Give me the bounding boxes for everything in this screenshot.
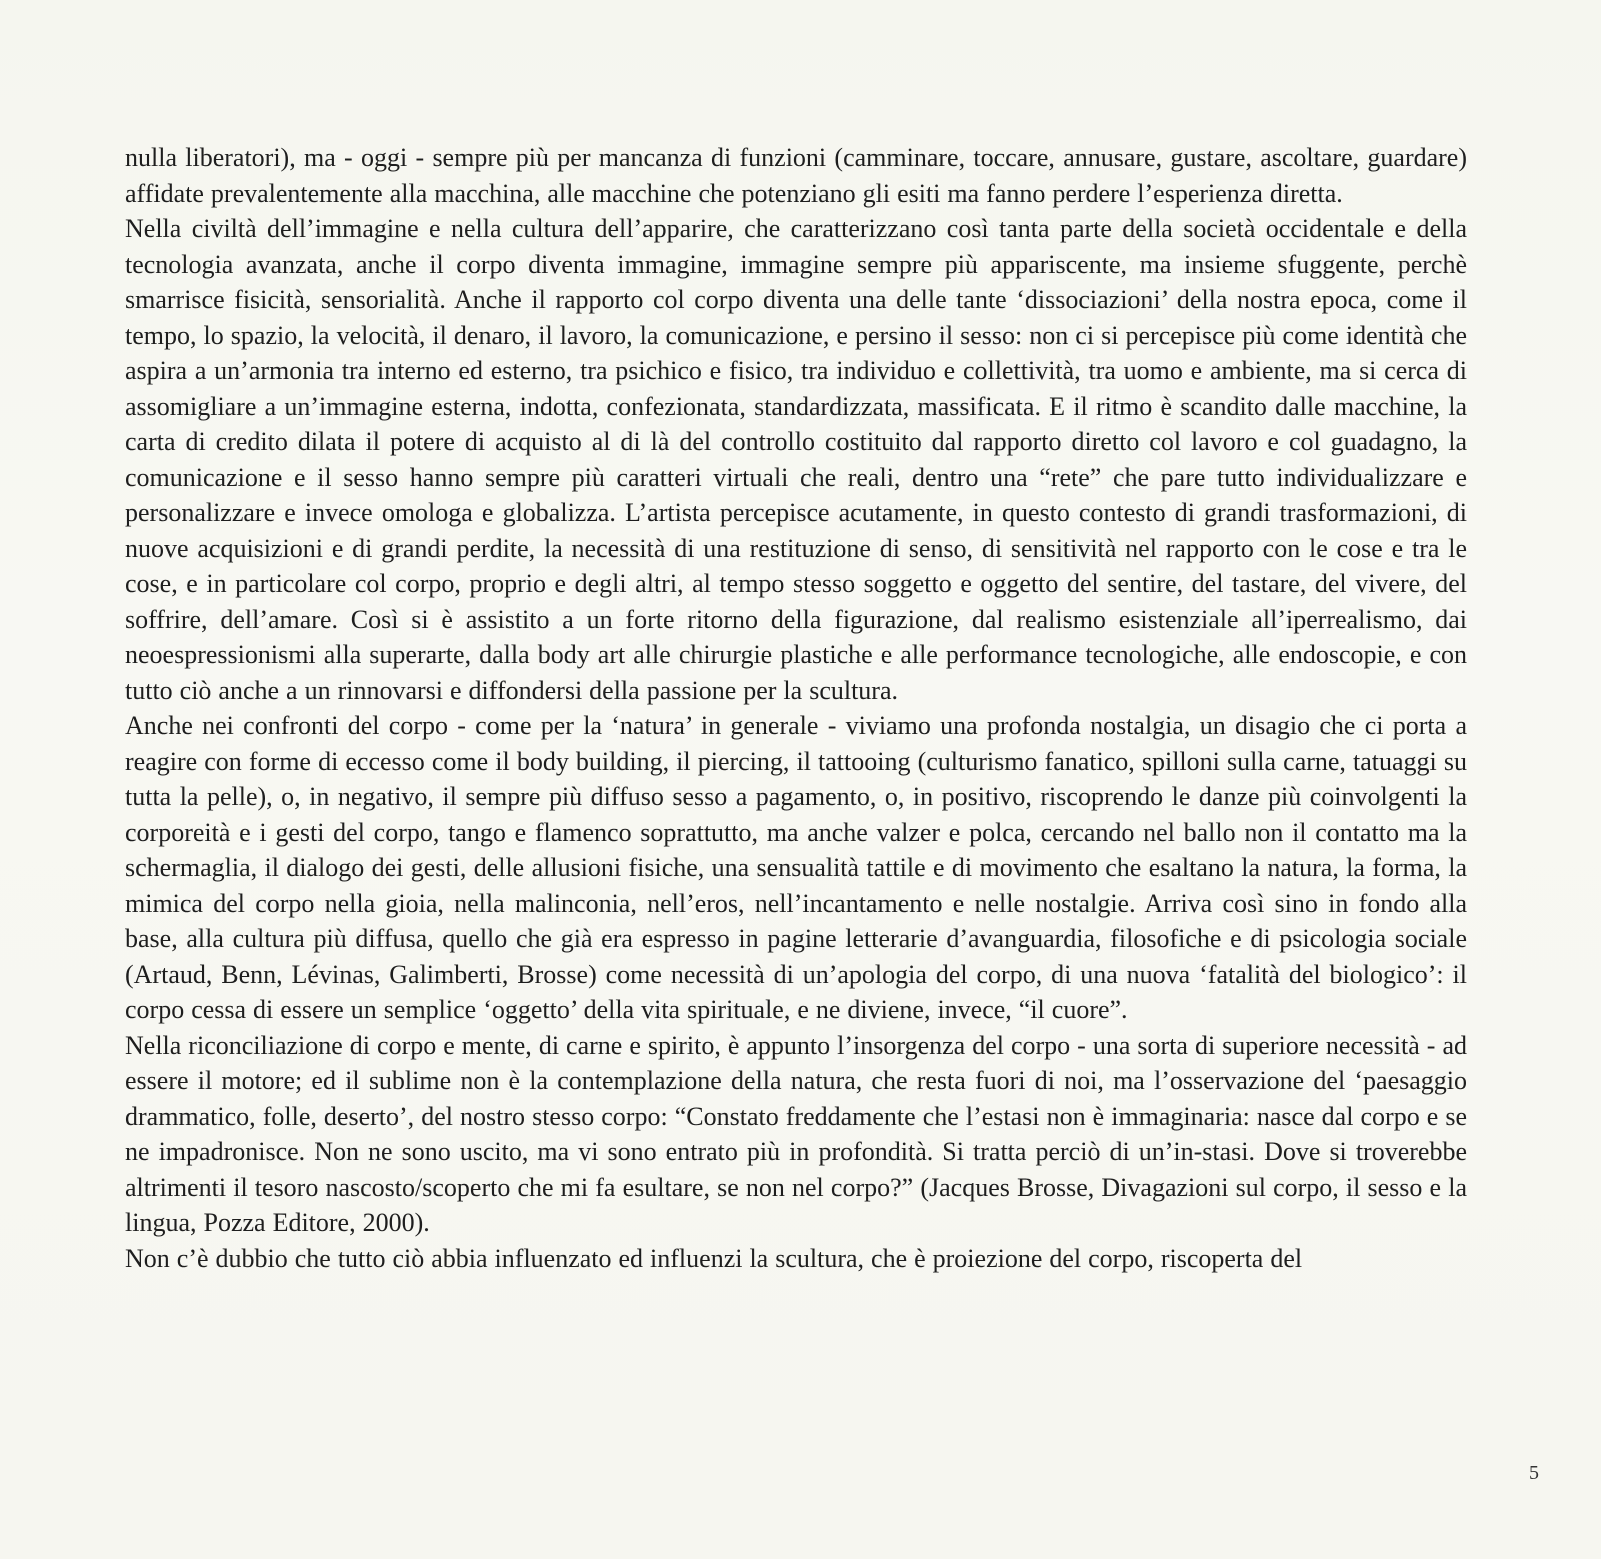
paragraph-2: Nella civiltà dell’immagine e nella cultura dell’apparire, che caratterizzano così tanta parte della società occidentale e della tecnologia avanzata, anche il corpo diventa immagine, immagine sempre più appariscente, ma insieme sfuggente, perchè smarrisce fisicità, sensorialità. Anche il rapporto col corpo diventa una delle tante ‘dissociazioni’ della nostra epoca, come il tempo, lo spazio, la velocità, il denaro, il lavoro, la comunicazione, e persino il sesso: non ci si percepisce più come identità che aspira a un’armonia tra interno ed esterno, tra psichico e fisico, tra individuo e collettività, tra uomo e ambiente, ma si cerca di assomigliare a un’immagine esterna, indotta, confezionata, standardizzata, massificata. E il ritmo è scandito dalle macchine, la carta di credito dilata il potere di acquisto al di là del controllo costituito dal rapporto diretto col lavoro e col guadagno, la comunicazione e il sesso hanno sempre più caratteri virtuali che reali, dentro una “rete” che pare tutto individualizzare e personalizzare e invece omologa e globalizza. L’artista percepisce acutamente, in questo contesto di grandi trasformazioni, di nuove acquisizioni e di grandi perdite, la necessità di una restituzione di senso, di sensitività nel rapporto con le cose e tra le cose, e in particolare col corpo, proprio e degli altri, al tempo stesso soggetto e oggetto del sentire, del tastare, del vivere, del soffrire, dell’amare. Così si è assistito a un forte ritorno della figurazione, dal realismo esistenziale all’iperrealismo, dai neoespressionismi alla superarte, dalla body art alle chirurgie plastiche e alle performance tecnologiche, alle endoscopie, e con tutto ciò anche a un rinnovarsi e diffondersi della passione per la scultura. [125, 214, 1467, 705]
paragraph-5: Non c’è dubbio che tutto ciò abbia influenzato ed influenzi la scultura, che è proiezione del corpo, riscoperta del [125, 1243, 1303, 1273]
paragraph-3: Anche nei confronti del corpo - come per la ‘natura’ in generale - viviamo una profonda nostalgia, un disagio che ci porta a reagire con forme di eccesso come il body building, il piercing, il tattooing (culturismo fanatico, spilloni sulla carne, tatuaggi su tutta la pelle), o, in negativo, il sempre più diffuso sesso a pagamento, o, in positivo, riscoprendo le danze più coinvolgenti la corporeità e i gesti del corpo, tango e flamenco soprattutto, ma anche valzer e polca, cercando nel ballo non il contatto ma la schermaglia, il dialogo dei gesti, delle allusioni fisiche, una sensualità tattile e di movimento che esaltano la natura, la forma, la mimica del corpo nella gioia, nella malinconia, nell’eros, nell’incantamento e nelle nostalgie. Arriva così sino in fondo alla base, alla cultura più diffusa, quello che già era espresso in pagine letterarie d’avanguardia, filosofiche e di psicologia sociale (Artaud, Benn, Lévinas, Galimberti, Brosse) come necessità di un’apologia del corpo, di una nuova ‘fatalità del biologico’: il corpo cessa di essere un semplice ‘oggetto’ della vita spirituale, e ne diviene, invece, “il cuore”. [125, 711, 1467, 1024]
paragraph-4: Nella riconciliazione di corpo e mente, di carne e spirito, è appunto l’insorgenza del corpo - una sorta di superiore necessità - ad essere il motore; ed il sublime non è la contemplazione della natura, che resta fuori di noi, ma l’osservazione del ‘paesaggio drammatico, folle, deserto’, del nostro stesso corpo: “Constato freddamente che l’estasi non è immaginaria: nasce dal corpo e se ne impadronisce. Non ne sono uscito, ma vi sono entrato più in profondità. Si tratta perciò di un’in-stasi. Dove si troverebbe altrimenti il tesoro nascosto/scoperto che mi fa esultare, se non nel corpo?” (Jacques Brosse, Divagazioni sul corpo, il sesso e la lingua, Pozza Editore, 2000). [125, 1030, 1467, 1237]
body-text [125, 140, 1467, 1276]
page-number: 5 [1529, 1462, 1539, 1484]
paragraph-1: nulla liberatori), ma - oggi - sempre più per mancanza di funzioni (camminare, toccare, annusare, gustare, ascoltare, guardare) affidate prevalentemente alla macchina, alle macchine che potenziano gli esiti ma fanno perdere l’esperienza diretta. [125, 143, 1467, 208]
